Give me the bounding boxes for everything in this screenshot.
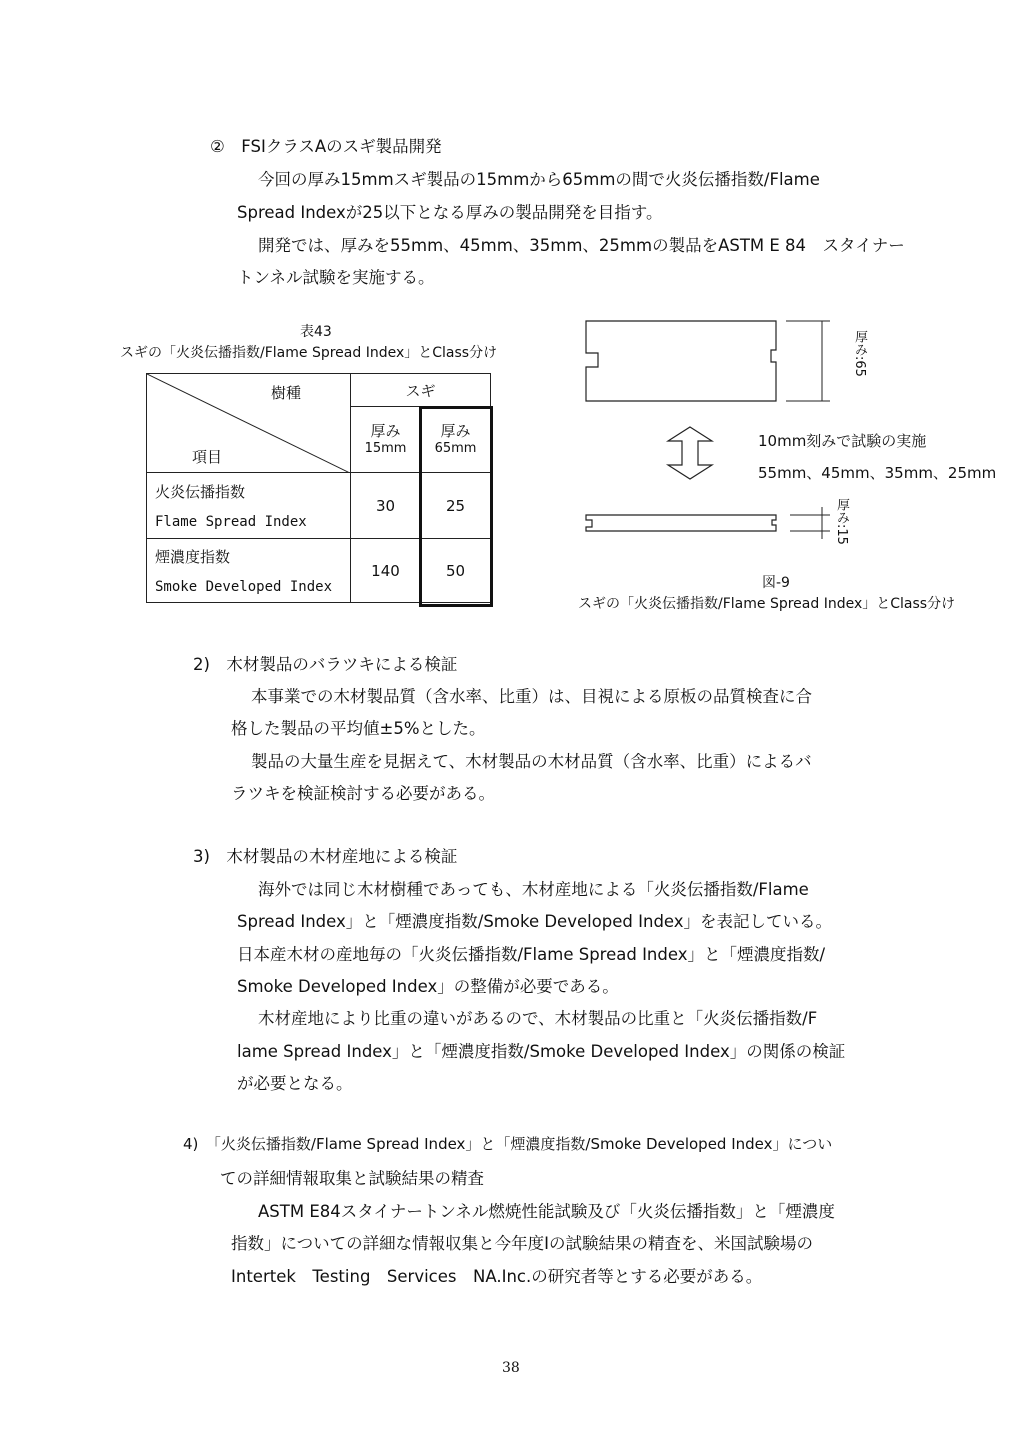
- table-caption: スギの「火炎伝播指数/Flame Spread Index」とClass分け: [120, 345, 498, 361]
- figure-number: 図-9: [762, 575, 790, 591]
- paragraph-line: トンネル試験を実施する。: [237, 268, 435, 287]
- row-label-ja: 火炎伝播指数: [155, 483, 246, 501]
- paragraph-line: 開発では、厚みを55mm、45mm、35mm、25mmの製品をASTM E 84 スタイナー: [258, 236, 905, 255]
- diagonal-line: [147, 374, 350, 473]
- item-header: 項目: [192, 448, 223, 466]
- paragraph-line: 日本産木材の産地毎の「火炎伝播指数/Flame Spread Index」と「煙濃度指数/: [237, 945, 826, 964]
- species-cell: スギ: [351, 374, 491, 407]
- figure-note-thicknesses: 55mm、45mm、35mm、25mm: [758, 464, 997, 482]
- paragraph-line: 指数」についての詳細な情報収集と今年度Iの試験結果の精査を、米国試験場の: [231, 1234, 814, 1253]
- section-heading-variation: 2) 木材製品のバラツキによる検証: [193, 655, 458, 674]
- paragraph-line: Smoke Developed Index」の整備が必要である。: [237, 977, 619, 996]
- paragraph-line: ラツキを検証検討する必要がある。: [231, 784, 495, 803]
- row-label-en: Flame Spread Index: [155, 514, 307, 530]
- section-heading-origin: 3) 木材製品の木材産地による検証: [193, 847, 458, 866]
- row-label: [147, 539, 351, 603]
- value-cell: 50: [421, 539, 491, 603]
- thick-board-shape: [586, 321, 776, 401]
- paragraph-line: Intertek Testing Services NA.Inc.の研究者等とする必要がある。: [231, 1267, 763, 1286]
- paragraph-line: 格した製品の平均値±5%とした。: [231, 719, 486, 738]
- col2-value: 65mm: [434, 440, 477, 456]
- row-label: [147, 473, 351, 539]
- paragraph-line: 本事業での木材製品質（含水率、比重）は、目視による原板の品質検査に合: [251, 687, 812, 706]
- figure-caption: スギの「火炎伝播指数/Flame Spread Index」とClass分け: [578, 596, 956, 612]
- value-cell: 25: [421, 473, 491, 539]
- section-heading-details: 4) 「火炎伝播指数/Flame Spread Index」と「煙濃度指数/Smoke Developed Index」につい: [183, 1135, 833, 1153]
- paragraph-line: 海外では同じ木材樹種であっても、木材産地による「火炎伝播指数/Flame: [258, 880, 809, 899]
- highlight-box-65mm: [419, 406, 493, 607]
- row-label-ja: 煙濃度指数: [155, 548, 231, 566]
- paragraph-line: 製品の大量生産を見据えて、木材製品の木材品質（含水率、比重）によるバ: [251, 752, 812, 771]
- paragraph-line: ASTM E84スタイナートンネル燃焼性能試験及び「火炎伝播指数」と「煙濃度: [258, 1202, 835, 1221]
- value-cell: 30: [351, 473, 421, 539]
- page-number: 38: [502, 1360, 520, 1376]
- table-corner-cell: [147, 374, 351, 473]
- col1-label: 厚み: [370, 421, 401, 440]
- col1-value: 15mm: [364, 440, 407, 456]
- value-cell: 140: [351, 539, 421, 603]
- paragraph-line: Spread Index」と「煙濃度指数/Smoke Developed Index」を表記している。: [237, 912, 833, 931]
- section-heading-fsi-class-a: ② FSIクラスAのスギ製品開発: [210, 137, 442, 156]
- double-arrow-icon: [668, 427, 712, 479]
- col2-label: 厚み: [440, 421, 471, 440]
- figure-note-interval: 10mm刻みで試験の実施: [758, 432, 927, 450]
- paragraph-line: が必要となる。: [237, 1074, 353, 1093]
- dimension-label-15: 厚み:15: [834, 498, 849, 545]
- table-number: 表43: [300, 324, 332, 340]
- paragraph-line: 木材産地により比重の違いがあるので、木材製品の比重と「火炎伝播指数/F: [258, 1009, 818, 1028]
- row-label-en: Smoke Developed Index: [155, 579, 333, 595]
- section-heading-details-cont: ての詳細情報取集と試験結果の精査: [220, 1169, 484, 1188]
- col-thickness-15: [351, 407, 421, 473]
- paragraph-line: 今回の厚み15mmスギ製品の15mmから65mmの間で火炎伝播指数/Flame: [258, 170, 820, 189]
- paragraph-line: lame Spread Index」と「煙濃度指数/Smoke Developed Index」の関係の検証: [237, 1042, 846, 1061]
- thin-board-shape: [586, 515, 776, 531]
- paragraph-line: Spread Indexが25以下となる厚みの製品開発を目指す。: [237, 203, 663, 222]
- species-header: 樹種: [271, 384, 302, 402]
- dimension-label-65: 厚み:65: [852, 330, 867, 377]
